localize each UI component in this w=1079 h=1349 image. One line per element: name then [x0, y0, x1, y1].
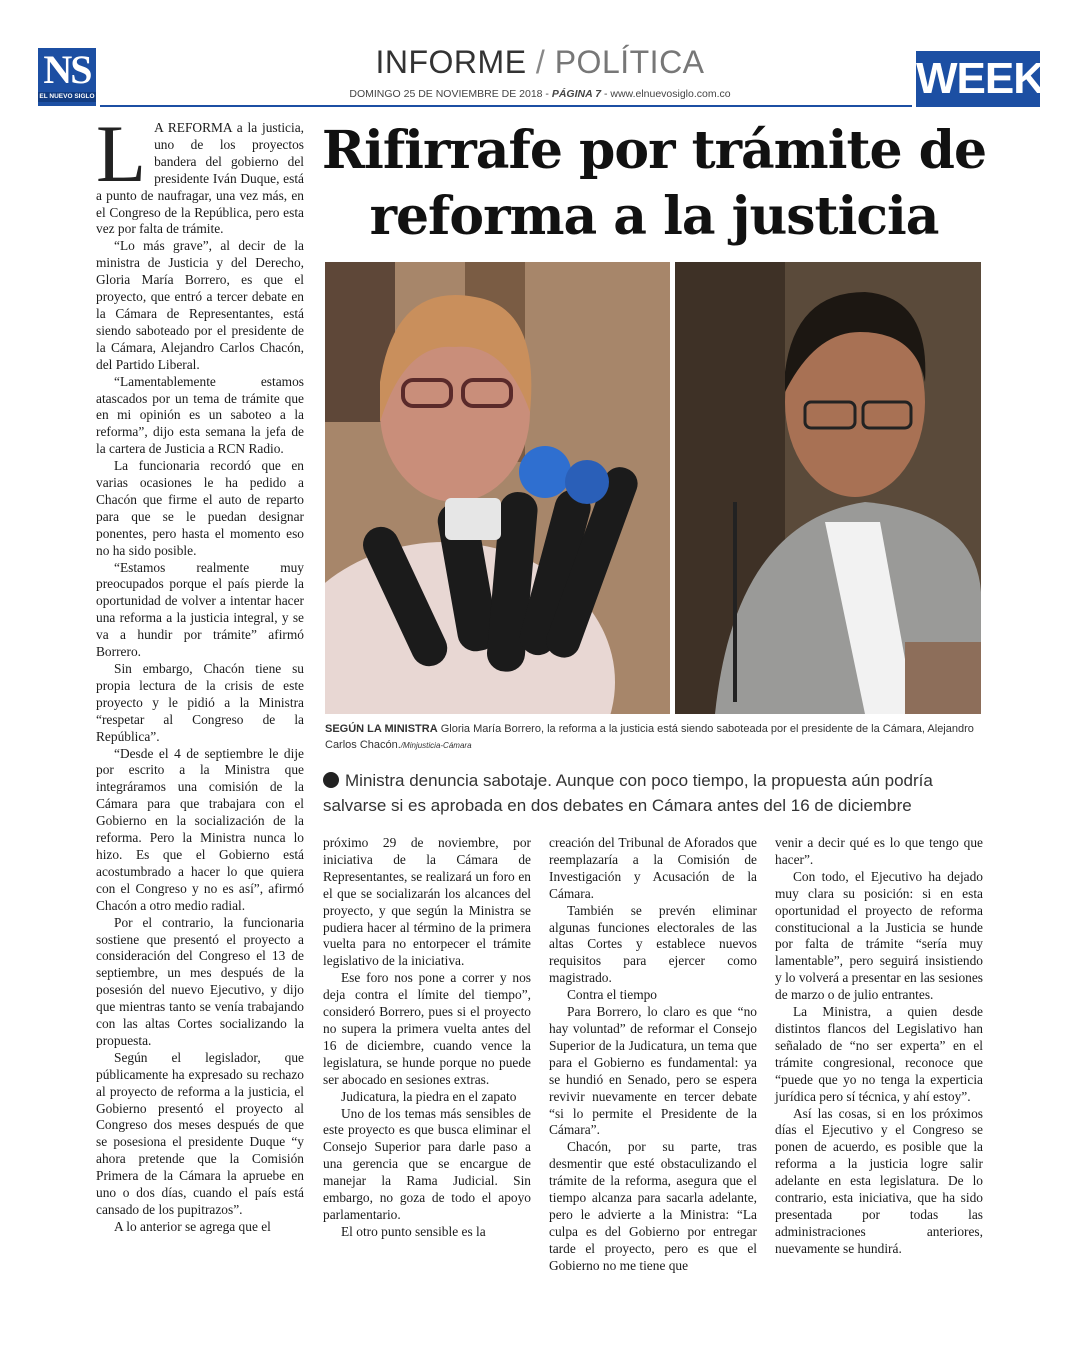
paragraph: Por el contrario, la funcionaria sostiene que presentó el proyecto a consideración del Congreso el 13 de septiembre, un mes después de la posesión del nuevo Ejecutivo, y dijo que mientras tanto se venía trabajando con las altas Cortes socializando la propuesta. — [96, 914, 304, 1048]
paragraph: A REFORMA a la justicia, uno de los proyectos bandera del gobierno del presidente Iván Duque, está a punto de naufragar, una vez más, en el Congreso de la República, pero esta vez por falta de trámite. — [96, 120, 304, 237]
paragraph: Chacón, por su parte, tras desmentir que esté obstaculizando el trámite de la reforma, asegura que el tiempo alcanza para sacarla adelante, pero le advierte a la Ministra: “La culpa es del Gobierno por entregar tarde el proyecto, pero es que el Gobierno no me tiene que — [549, 1139, 757, 1273]
photo-minister — [325, 262, 670, 714]
headline — [318, 118, 990, 250]
article-column-1 — [96, 108, 304, 1236]
summary-text: Ministra denuncia sabotaje. Aunque con poco tiempo, la propuesta aún podría salvarse si es aprobada en dos debates en Cámara antes del 16 de diciembre — [323, 771, 933, 815]
page-number: PÁGINA 7 — [551, 88, 602, 100]
caption-text: Gloria María Borrero, la reforma a la justicia está siendo saboteada por el presidente de la Cámara, Alejandro Carlos Chacón. — [325, 723, 974, 751]
subheading: Judicatura, la piedra en el zapato — [341, 1088, 517, 1104]
paragraph: A lo anterior se agrega que el — [114, 1218, 271, 1234]
paragraph: También se prevén eliminar algunas funciones electorales de las altas Cortes y establece nuevos requisitos para ejercer como magistrado. — [549, 902, 757, 986]
paragraph: Así las cosas, si en los próximos días el Ejecutivo y el Congreso se ponen de acuerdo, es posible que la reforma a la justicia logre salir adelante en esta legislatura. De lo contrario, esta iniciativa, que ha sido presentada por todas las administraciones anteriores, nuevamente se hundirá. — [775, 1105, 983, 1256]
bullet-icon — [323, 772, 339, 788]
paragraph: creación del Tribunal de Aforados que reemplazaría a la Comisión de Investigación y Acusación de la Cámara. — [549, 835, 757, 901]
headline-line-1: Rifirrafe por trámite de — [321, 120, 987, 181]
section-name: INFORME — [375, 44, 527, 80]
paragraph: Para Borrero, lo claro es que “no hay voluntad” de reformar el Consejo Superior de la Judicatura, un tema que para el Gobierno es fundamental: ya se hundió en Senado, pero se espera revivir nuevamente en tercer debate “si lo permite el Presidente de la Cámara”. — [549, 1004, 757, 1138]
newspaper-logo — [38, 48, 96, 106]
paragraph: Sin embargo, Chacón tiene su propia lectura de la crisis de este proyecto y le pidió a la Ministra “respetar al Congreso de la República”. — [96, 661, 304, 744]
paragraph: Según el legislador, que públicamente ha expresado su rechazo al proyecto de reforma a la justicia, el Gobierno presentó el proyecto al Congreso dos meses después de que se posesiona el presidente Duque “y ahora pretende que la Comisión Primera de la Cámara la apruebe en uno o dos días, cuando el país está cansado de los pupitrazos”. — [96, 1049, 304, 1217]
paragraph: “Lo más grave”, al decir de la ministra de Justicia y del Derecho, Gloria María Borrero, es que el proyecto, que entró a tercer debate en la Cámara de Representantes, está siendo saboteado por el presidente de la Cámara, Alejandro Carlos Chacón, del Partido Liberal. — [96, 238, 304, 372]
article-column-3 — [549, 835, 757, 1275]
paragraph: Ese foro nos pone a correr y nos deja contra el límite del tiempo”, consideró Borrero, pues si el proyecto no supera la primera vuelta antes del 16 de diciembre, cuando vence la legislatura, se hunde porque no puede ser abocado en sesiones extras. — [323, 970, 531, 1087]
section-title — [300, 44, 780, 81]
paragraph: próximo 29 de noviembre, por iniciativa de la Cámara de Representantes, se realizará un foro en el que se socializarán los alcances del proyecto, y que según la Ministra se pudiera hacer al término de la primera vuelta para no entorpecer el trámite legislativo de la iniciativa. — [323, 835, 531, 969]
paragraph: “Estamos realmente muy preocupados porque el país pierde la oportunidad de volver a intentar hacer una reforma a la justicia integral, y se va a hundir por trámite” afirmó Borrero. — [96, 559, 304, 660]
date: DOMINGO 25 DE NOVIEMBRE DE 2018 - — [349, 88, 552, 100]
paragraph: El otro punto sensible es la — [341, 1223, 486, 1239]
logo-subtitle: EL NUEVO SIGLO — [39, 93, 95, 100]
subsection-name: POLÍTICA — [554, 44, 705, 80]
section-slash: / — [535, 44, 546, 80]
paragraph: La funcionaria recordó que en varias ocasiones le ha pedido a Chacón que firme el auto de reparto para que se le puedan designar ponentes, pero hasta el momento eso no ha sido posible. — [96, 458, 304, 558]
logo-mark: NS — [43, 47, 91, 92]
article-column-2 — [323, 835, 531, 1241]
paragraph: Uno de los temas más sensibles de este proyecto es que busca eliminar el Consejo Superior para darle paso a una gerencia que se encargue de manejar la Rama Judicial. Sin embargo, no goza de todo el apoyo parlamentario. — [323, 1105, 531, 1222]
paragraph: “Desde el 4 de septiembre le dije por escrito a la Ministra que integráramos una comisión de la Cámara para que trabajara con el Gobierno en la socialización de la reforma. Pero la Ministra nunca lo hizo. Es que el Gobierno está acostumbrado a hacer lo que quiera con el Congreso y no es así”, afirmó Chacón a otro medio radial. — [96, 745, 304, 913]
photo-credit: /Minjusticia-Cámara — [400, 741, 472, 750]
paragraph: Con todo, el Ejecutivo ha dejado muy clara su posición: si en esta oportunidad el proyecto de reforma constitucional a la Justicia se hunde por falta de trámite “sería muy lamentable”, pero seguirá insistiendo y lo volverá a presentar en las sesiones de marzo o de julio entrantes. — [775, 868, 983, 1003]
article-summary — [323, 768, 983, 818]
paragraph: “Lamentablemente estamos atascados por un tema de trámite que en mi opinión es un saboteo a la reforma”, dijo esta semana la jefa de la cartera de Justicia a RCN Radio. — [96, 373, 304, 457]
photo-caption — [325, 721, 981, 754]
drop-cap: L — [96, 108, 147, 199]
subheading: Contra el tiempo — [567, 987, 657, 1003]
website: - www.elnuevosiglo.com.co — [601, 88, 731, 100]
paragraph: La Ministra, a quien desde distintos flancos del Legislativo han señalado de “no ser experta” en el trámite congresional, reconoce que “puede que yo no tenga la experticia jurídica pero sí técnica, y ahí estoy”. — [775, 1004, 983, 1104]
dateline — [300, 88, 780, 100]
photo-minister-illustration — [325, 262, 670, 714]
masthead-rule — [100, 105, 912, 107]
article-column-4 — [775, 835, 983, 1258]
photo-chacon — [675, 262, 981, 714]
paragraph: venir a decir qué es lo que tengo que hacer”. — [775, 835, 983, 867]
photo-chacon-illustration — [675, 262, 981, 714]
headline-line-2: reforma a la justicia — [369, 186, 939, 247]
week-badge: WEEK — [916, 51, 1040, 107]
caption-lead: SEGÚN LA MINISTRA — [325, 723, 438, 735]
